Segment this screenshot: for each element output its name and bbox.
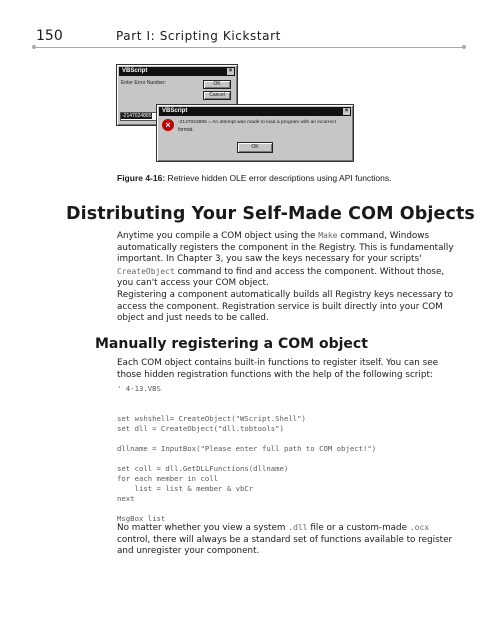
header-rule — [36, 47, 464, 48]
ok-button[interactable]: OK — [237, 142, 273, 153]
rule-dot-right — [462, 45, 466, 49]
rule-dot-left — [32, 45, 36, 49]
text-run: control, there will always be a standard set of functions available to register and unregister your component. — [117, 534, 453, 556]
close-icon[interactable]: × — [344, 108, 349, 114]
text-run: command, Windows automatically registers the component in the Registry. This is fundamentally important. In Chapter 3, you saw the keys necessary for your scripts' — [117, 231, 454, 264]
section-heading: Distributing Your Self-Made COM Objects — [66, 204, 475, 224]
section-paragraph-2: Registering a component automatically builds all Registry keys necessary to access the component. Registration service is built directly into your COM object and just needs to be called. — [117, 290, 454, 323]
error-number-value: -2147024885 — [122, 113, 152, 119]
message-dialog-titlebar — [159, 107, 351, 116]
inline-code: Make — [318, 231, 338, 240]
section-paragraph-1 — [117, 230, 457, 290]
subsection-paragraph-1: Each COM object contains built-in functions to register itself. You can see those hidden registration functions with the help of the following script: — [117, 358, 439, 380]
message-dialog — [156, 104, 354, 162]
message-dialog-title: VBScript — [162, 108, 188, 114]
figure-screenshot — [116, 64, 352, 162]
page-number: 150 — [36, 28, 63, 44]
inline-code: .dll — [288, 523, 308, 532]
cancel-button[interactable]: Cancel — [203, 91, 231, 100]
ok-button[interactable]: OK — [203, 80, 231, 89]
message-line-2: format. — [178, 127, 194, 133]
figure-caption-text: Retrieve hidden OLE error descriptions using API functions. — [165, 173, 392, 183]
subsection-heading: Manually registering a COM object — [95, 336, 368, 352]
text-run: file or a custom-made — [307, 523, 410, 533]
running-header — [36, 28, 464, 48]
figure-caption — [117, 173, 392, 183]
text-run: Anytime you compile a COM object using the — [117, 231, 319, 241]
input-dialog-label: Enter Error Number: — [121, 80, 167, 86]
inline-code: CreateObject — [117, 266, 175, 276]
text-run: command to find and access the component. Without those, you can't access your COM object. — [117, 266, 445, 288]
close-icon[interactable]: × — [228, 68, 233, 74]
input-dialog-titlebar — [119, 67, 235, 76]
error-icon: × — [162, 119, 174, 131]
subsection-paragraph-2 — [117, 522, 457, 558]
inline-code: .ocx — [409, 523, 430, 532]
message-line-1: -2147024885 = An attempt was made to load a program with an incorrect — [178, 120, 337, 125]
text-run: No matter whether you view a system — [117, 523, 289, 533]
code-listing: ' 4-13.VBS set wshshell= CreateObject("WScript.Shell") set dll = CreateObject("dll.tobtools") dllname = InputBox("Please enter full path to COM object!") set coll = dll.GetDLLFunctions(dllname) for each member in coll list = list & member & vbCr next MsgBox list — [117, 384, 377, 523]
part-title: Part I: Scripting Kickstart — [116, 29, 281, 43]
figure-caption-label: Figure 4-16: — [117, 173, 166, 183]
input-dialog-title: VBScript — [122, 68, 148, 74]
